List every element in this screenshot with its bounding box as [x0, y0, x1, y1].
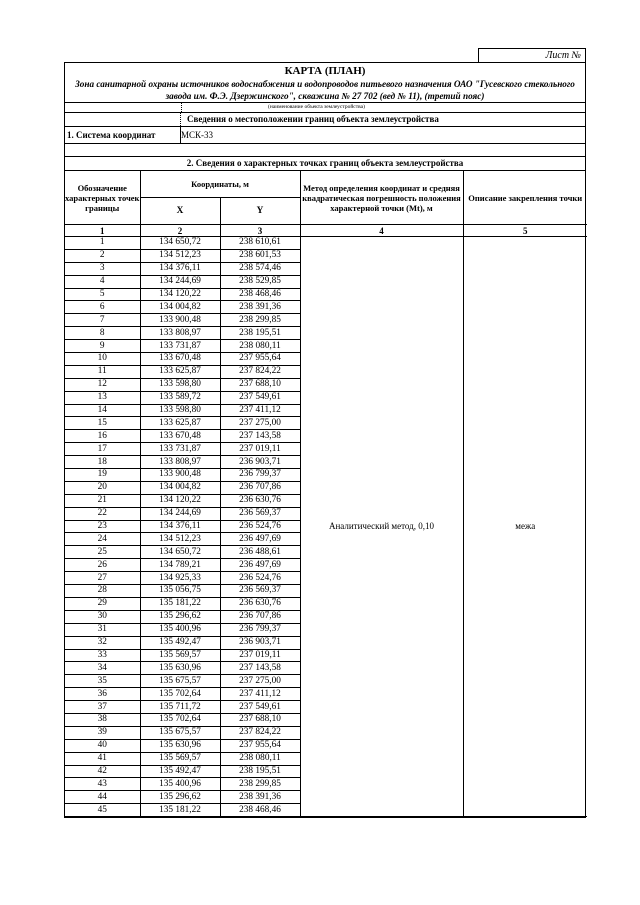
- coord-y: 238 391,36: [220, 301, 300, 314]
- coord-x: 135 181,22: [140, 804, 220, 817]
- coord-y: 236 799,37: [220, 623, 300, 636]
- coord-y: 237 824,22: [220, 365, 300, 378]
- point-number: 23: [65, 520, 140, 533]
- coord-y: 237 549,61: [220, 701, 300, 714]
- coord-y: 237 688,10: [220, 378, 300, 391]
- point-number: 8: [65, 327, 140, 340]
- point-number: 35: [65, 675, 140, 688]
- coord-x: 134 376,11: [140, 520, 220, 533]
- coord-x: 134 376,11: [140, 262, 220, 275]
- coord-x: 135 181,22: [140, 597, 220, 610]
- point-number: 34: [65, 662, 140, 675]
- column-number: 1: [65, 225, 140, 237]
- coord-y: 236 524,76: [220, 520, 300, 533]
- coord-y: 236 799,37: [220, 469, 300, 482]
- coord-y: 237 549,61: [220, 391, 300, 404]
- point-number: 21: [65, 494, 140, 507]
- coord-y: 237 955,64: [220, 739, 300, 752]
- point-number: 41: [65, 752, 140, 765]
- coord-x: 134 004,82: [140, 301, 220, 314]
- point-number: 3: [65, 262, 140, 275]
- coord-y: 238 468,46: [220, 804, 300, 817]
- coord-y: 237 143,58: [220, 662, 300, 675]
- header-x: X: [140, 198, 220, 225]
- coord-x: 133 731,87: [140, 443, 220, 456]
- point-number: 5: [65, 288, 140, 301]
- coord-system-label: 1. Система координат: [65, 127, 181, 143]
- coord-y: 236 707,86: [220, 481, 300, 494]
- coord-x: 133 625,87: [140, 365, 220, 378]
- coord-x: 134 925,33: [140, 572, 220, 585]
- sheet-number-box: [478, 48, 586, 63]
- coord-x: 134 512,23: [140, 249, 220, 262]
- coord-y: 236 497,69: [220, 533, 300, 546]
- point-number: 42: [65, 765, 140, 778]
- coord-x: 134 789,21: [140, 559, 220, 572]
- coord-x: 135 675,57: [140, 726, 220, 739]
- coord-system-row: [65, 127, 585, 144]
- object-note-row: [65, 102, 585, 112]
- point-number: 38: [65, 713, 140, 726]
- coord-system-value: МСК-33: [181, 130, 214, 140]
- coord-x: 135 492,47: [140, 765, 220, 778]
- point-number: 1: [65, 237, 140, 250]
- point-number: 25: [65, 546, 140, 559]
- coord-y: 238 391,36: [220, 791, 300, 804]
- title-block: [65, 63, 585, 113]
- coord-y: 238 468,46: [220, 288, 300, 301]
- table-header-row: [65, 171, 587, 198]
- coord-x: 134 244,69: [140, 507, 220, 520]
- coord-x: 134 650,72: [140, 546, 220, 559]
- point-number: 16: [65, 430, 140, 443]
- coord-x: 133 598,80: [140, 378, 220, 391]
- point-number: 12: [65, 378, 140, 391]
- point-number: 45: [65, 804, 140, 817]
- coord-x: 135 675,57: [140, 675, 220, 688]
- section1-row: [65, 113, 585, 127]
- document-body: [64, 62, 586, 818]
- coord-x: 135 702,64: [140, 688, 220, 701]
- coord-y: 238 601,53: [220, 249, 300, 262]
- coord-y: 237 824,22: [220, 726, 300, 739]
- coord-y: 238 195,51: [220, 327, 300, 340]
- coord-x: 134 120,22: [140, 288, 220, 301]
- coord-x: 133 808,97: [140, 456, 220, 469]
- header-y: Y: [220, 198, 300, 225]
- coord-x: 134 244,69: [140, 275, 220, 288]
- point-number: 18: [65, 456, 140, 469]
- coord-x: 135 492,47: [140, 636, 220, 649]
- coord-x: 133 625,87: [140, 417, 220, 430]
- coord-y: 236 707,86: [220, 610, 300, 623]
- object-name: Зона санитарной охраны источников водоснабжения и водопроводов питьевого назначения ОАО "Гусевского стекольного завода им. Ф.Э. Дзержинского", скважина № 27 702 (вед № 11), (третий пояс): [75, 79, 575, 101]
- point-number: 30: [65, 610, 140, 623]
- coord-x: 135 630,96: [140, 662, 220, 675]
- coord-x: 133 670,48: [140, 430, 220, 443]
- object-note: (наименование объекта землеустройства): [268, 104, 365, 110]
- coord-x: 135 630,96: [140, 739, 220, 752]
- point-number: 22: [65, 507, 140, 520]
- coord-y: 236 569,37: [220, 585, 300, 598]
- point-number: 9: [65, 340, 140, 353]
- coord-x: 135 296,62: [140, 791, 220, 804]
- coord-y: 237 275,00: [220, 417, 300, 430]
- coord-y: 237 019,11: [220, 443, 300, 456]
- spacer-row: [65, 144, 585, 157]
- coord-y: 236 903,71: [220, 636, 300, 649]
- coord-y: 236 497,69: [220, 559, 300, 572]
- coord-y: 238 574,46: [220, 262, 300, 275]
- section1-title: Сведения о местоположении границ объекта землеустройства: [187, 114, 439, 124]
- page-title: КАРТА (ПЛАН): [284, 65, 366, 77]
- coord-y: 237 955,64: [220, 353, 300, 366]
- point-number: 13: [65, 391, 140, 404]
- point-number: 44: [65, 791, 140, 804]
- coord-x: 134 120,22: [140, 494, 220, 507]
- header-point: Обозначение характерных точек границы: [65, 171, 140, 225]
- point-number: 39: [65, 726, 140, 739]
- coord-y: 236 630,76: [220, 494, 300, 507]
- coord-x: 134 512,23: [140, 533, 220, 546]
- coord-x: 133 589,72: [140, 391, 220, 404]
- coord-x: 135 400,96: [140, 623, 220, 636]
- coord-x: 135 711,72: [140, 701, 220, 714]
- coord-x: 135 569,57: [140, 649, 220, 662]
- fixing-value: межа: [463, 237, 587, 817]
- column-number: 5: [463, 225, 587, 237]
- method-value: Аналитический метод, 0,10: [300, 237, 463, 817]
- coord-y: 236 524,76: [220, 572, 300, 585]
- point-number: 32: [65, 636, 140, 649]
- header-fixing: Описание закрепления точки: [463, 171, 587, 225]
- point-number: 26: [65, 559, 140, 572]
- coord-y: 237 411,12: [220, 688, 300, 701]
- point-number: 31: [65, 623, 140, 636]
- coord-y: 238 529,85: [220, 275, 300, 288]
- coord-y: 237 688,10: [220, 713, 300, 726]
- point-number: 17: [65, 443, 140, 456]
- point-number: 43: [65, 778, 140, 791]
- coord-x: 133 900,48: [140, 314, 220, 327]
- column-number: 3: [220, 225, 300, 237]
- column-number: 2: [140, 225, 220, 237]
- coord-x: 133 731,87: [140, 340, 220, 353]
- coord-y: 237 019,11: [220, 649, 300, 662]
- point-number: 14: [65, 404, 140, 417]
- coord-x: 134 650,72: [140, 237, 220, 250]
- coord-y: 236 569,37: [220, 507, 300, 520]
- header-method: Метод определения координат и средняя квадратическая погрешность положения характерной точки (Mt), м: [300, 171, 463, 225]
- coord-x: 134 004,82: [140, 481, 220, 494]
- header-coords: Координаты, м: [140, 171, 300, 198]
- coord-x: 135 296,62: [140, 610, 220, 623]
- coord-x: 133 670,48: [140, 353, 220, 366]
- column-number: 4: [300, 225, 463, 237]
- point-number: 33: [65, 649, 140, 662]
- coord-x: 135 056,75: [140, 585, 220, 598]
- coord-y: 238 080,11: [220, 752, 300, 765]
- coord-x: 133 598,80: [140, 404, 220, 417]
- point-number: 36: [65, 688, 140, 701]
- section2-title: 2. Сведения о характерных точках границ объекта землеустройства: [186, 158, 464, 168]
- point-number: 10: [65, 353, 140, 366]
- coord-y: 236 630,76: [220, 597, 300, 610]
- coord-y: 237 143,58: [220, 430, 300, 443]
- coord-y: 236 903,71: [220, 456, 300, 469]
- point-number: 7: [65, 314, 140, 327]
- table-row: [65, 237, 587, 250]
- sheet-label: Лист №: [545, 50, 581, 61]
- point-number: 24: [65, 533, 140, 546]
- point-number: 29: [65, 597, 140, 610]
- coord-y: 237 411,12: [220, 404, 300, 417]
- point-number: 28: [65, 585, 140, 598]
- point-number: 37: [65, 701, 140, 714]
- point-number: 15: [65, 417, 140, 430]
- point-number: 20: [65, 481, 140, 494]
- point-number: 40: [65, 739, 140, 752]
- point-number: 2: [65, 249, 140, 262]
- point-number: 27: [65, 572, 140, 585]
- point-number: 6: [65, 301, 140, 314]
- points-table: [65, 171, 587, 817]
- coord-y: 238 610,61: [220, 237, 300, 250]
- coord-y: 236 488,61: [220, 546, 300, 559]
- point-number: 4: [65, 275, 140, 288]
- coord-x: 135 569,57: [140, 752, 220, 765]
- coord-y: 238 299,85: [220, 778, 300, 791]
- point-number: 19: [65, 469, 140, 482]
- section2-row: [65, 157, 585, 171]
- point-number: 11: [65, 365, 140, 378]
- coord-x: 135 702,64: [140, 713, 220, 726]
- coord-x: 133 808,97: [140, 327, 220, 340]
- column-numbers-row: [65, 225, 587, 237]
- coord-x: 133 900,48: [140, 469, 220, 482]
- coord-y: 238 195,51: [220, 765, 300, 778]
- coord-x: 135 400,96: [140, 778, 220, 791]
- coord-y: 238 080,11: [220, 340, 300, 353]
- coord-y: 238 299,85: [220, 314, 300, 327]
- coord-y: 237 275,00: [220, 675, 300, 688]
